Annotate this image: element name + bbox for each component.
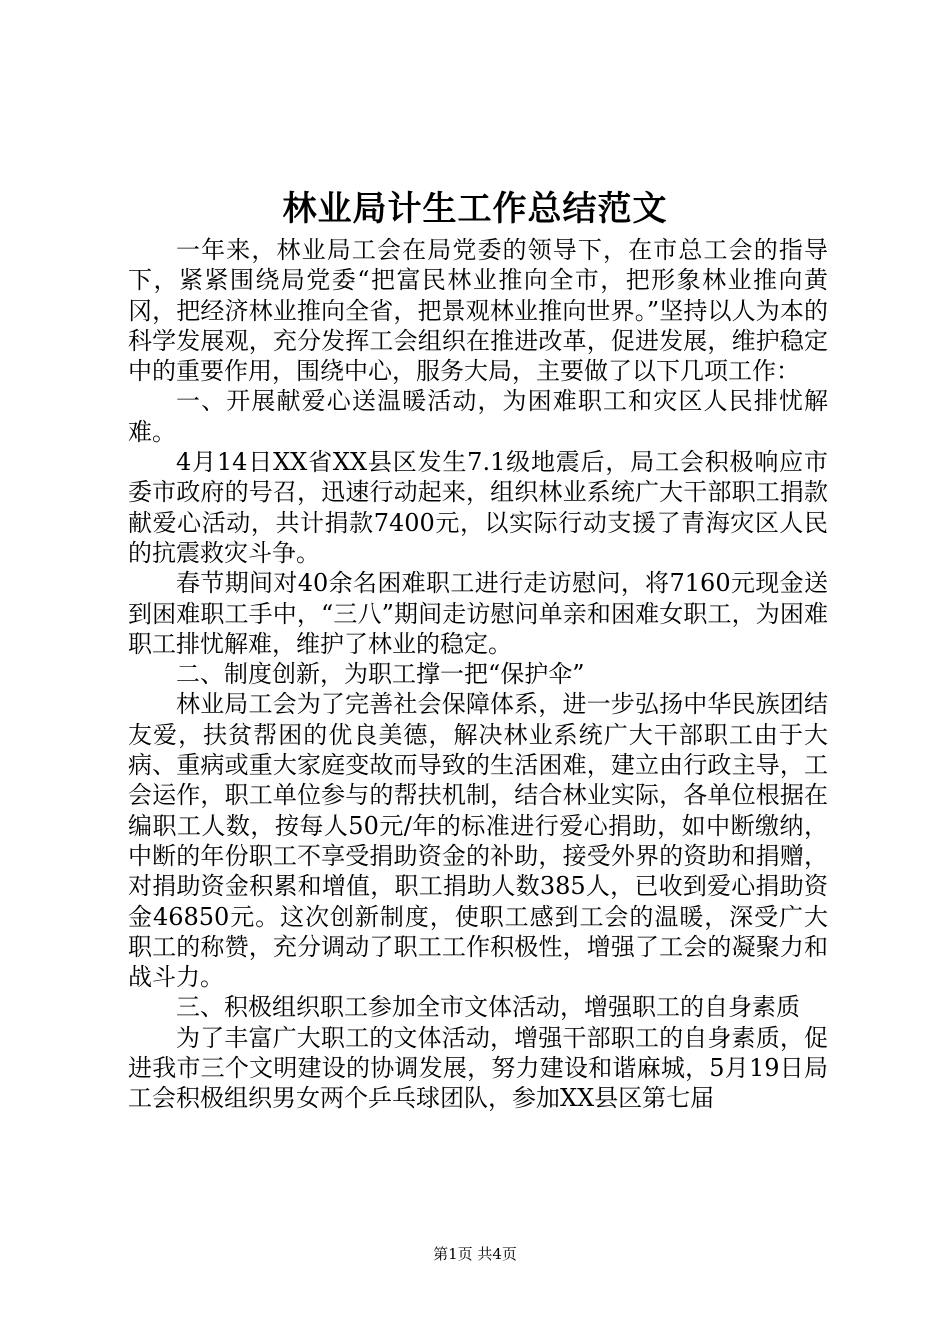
section-heading-2: 二、制度创新，为职工撑一把“保护伞”	[176, 660, 585, 689]
paragraph-cultural-activities: 为了丰富广大职工的文体活动，增强干部职工的自身素质，促进我市三个文明建设的协调发展，努力建设和谐麻城，5月19日局工会积极组织男女两个乒乓球团队，参加XX县区第七届	[128, 1023, 828, 1113]
document-title: 林业局计生工作总结范文	[282, 189, 668, 229]
section-heading-1: 一、开展献爱心送温暖活动，为困难职工和灾区人民排忧解难。	[128, 387, 828, 446]
paragraph-spring-festival-visits: 春节期间对40余名困难职工进行走访慰问，将7160元现金送到困难职工手中，“三八”期间走访慰问单亲和困难女职工，为困难职工排忧解难，维护了林业的稳定。	[128, 569, 828, 658]
paragraph-support-system: 林业局工会为了完善社会保障体系，进一步弘扬中华民族团结友爱，扶贫帮困的优良美德，解决林业系统广大干部职工由于大病、重病或重大家庭变故而导致的生活困难，建立由行政主导，工会运作，职工单位参与的帮扶机制，结合林业实际，各单位根据在编职工人数，按每人50元/年的标准进行爱心捐助，如中断缴纳，中断的年份职工不享受捐助资金的补助，接受外界的资助和捐赠，对捐助资金积累和增值，职工捐助人数385人，已收到爱心捐助资金46850元。这次创新制度，使职工感到工会的温暖，深受广大职工的称赞，充分调动了职工工作积极性，增强了工会的凝聚力和战斗力。	[128, 690, 828, 992]
paragraph-earthquake-donation: 4月14日XX省XX县区发生7.1级地震后，局工会积极响应市委市政府的号召，迅速行动起来，组织林业系统广大干部职工捐款献爱心活动，共计捐款7400元，以实际行动支援了青海灾区人民的抗震救灾斗争。	[128, 448, 828, 567]
paragraph-intro: 一年来，林业局工会在局党委的领导下，在市总工会的指导下，紧紧围绕局党委“把富民林业推向全市，把形象林业推向黄冈，把经济林业推向全省，把景观林业推向世界。”坚持以人为本的科学发展观，充分发挥工会组织在推进改革，促进发展，维护稳定中的重要作用，围绕中心，服务大局，主要做了以下几项工作：	[128, 236, 828, 386]
section-heading-3: 三、积极组织职工参加全市文体活动，增强职工的自身素质	[176, 993, 800, 1022]
page-number-footer: 第1页 共4页	[433, 1245, 517, 1263]
document-body	[128, 235, 828, 1114]
